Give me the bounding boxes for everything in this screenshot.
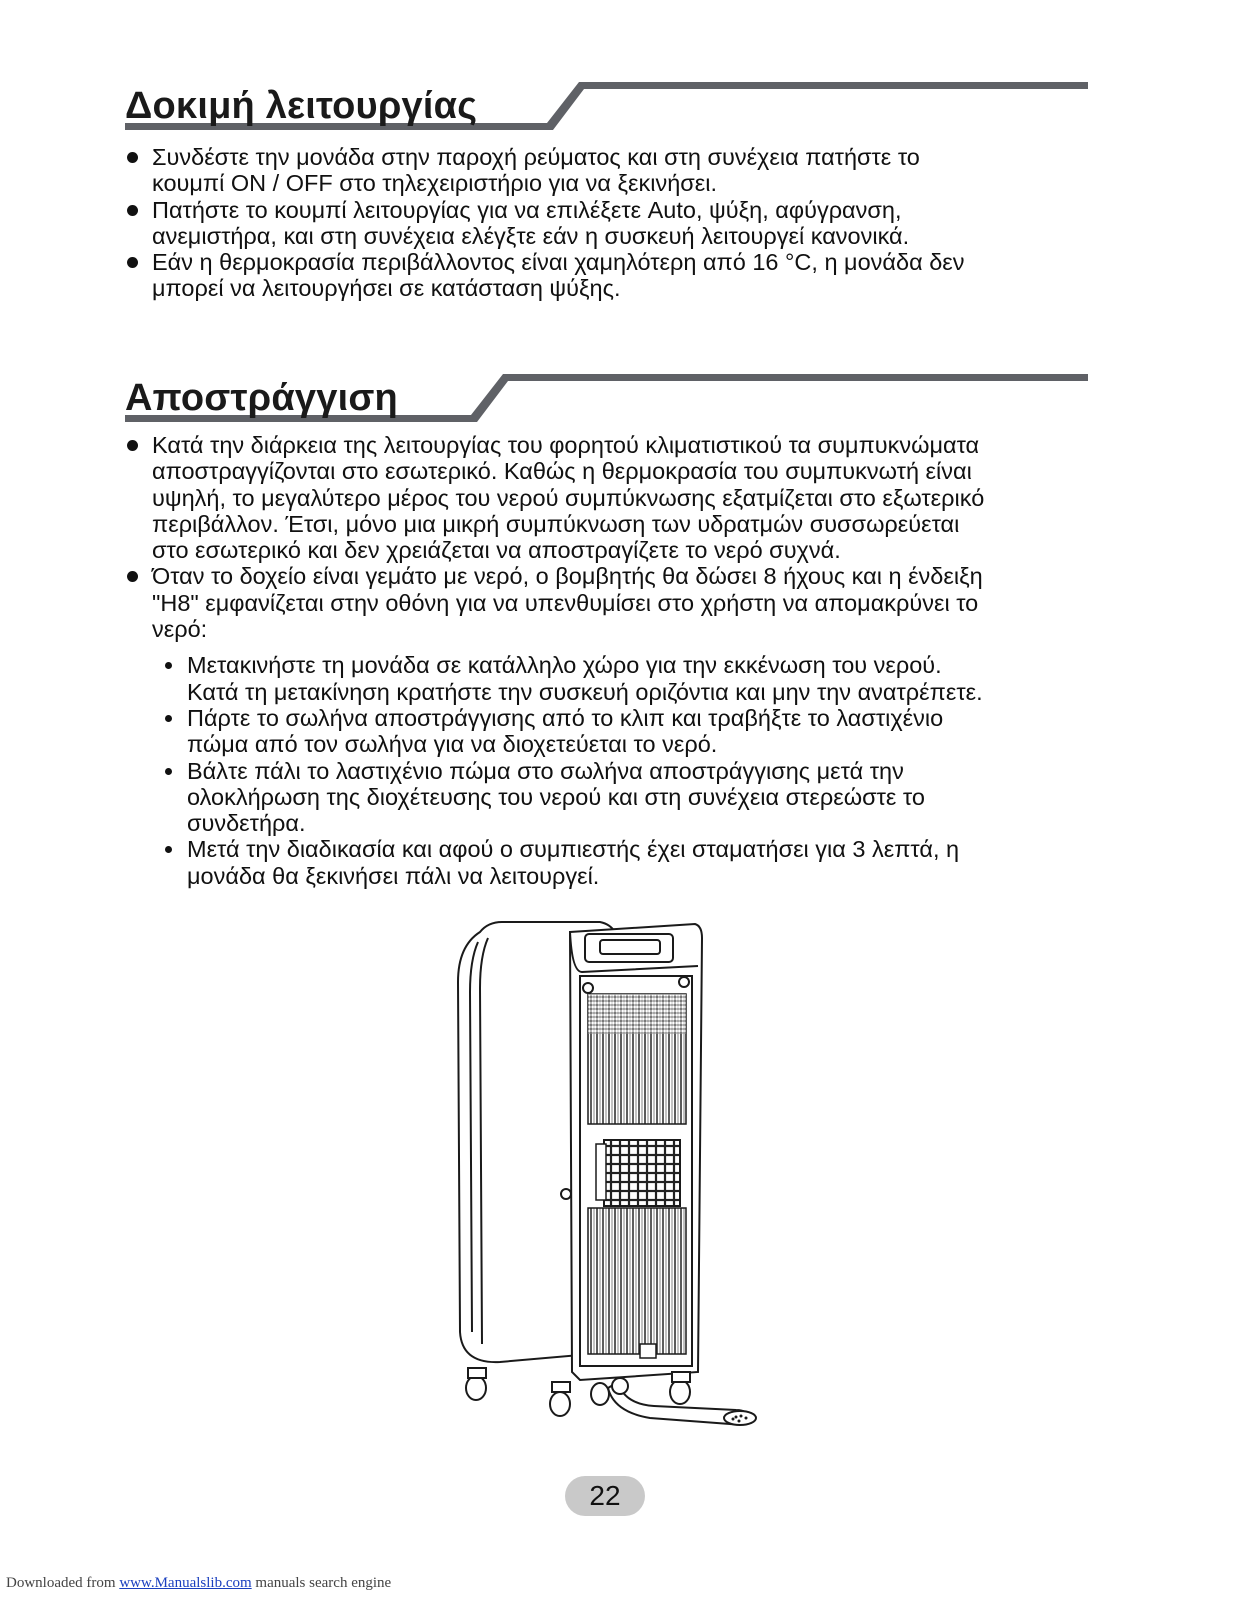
text-line: Πατήστε το κουμπί λειτουργίας για να επιλέξετε Auto, ψύξη, αφύγρανση, bbox=[152, 196, 902, 223]
page-number-badge bbox=[565, 1476, 645, 1516]
text-line: μονάδα θα ξεκινήσει πάλι να λειτουργεί. bbox=[187, 862, 600, 889]
bullet-dot-icon bbox=[127, 571, 138, 582]
text-line: περιβάλλον. Έτσι, μόνο μια μικρή συμπύκνωση των υδρατμών συσσωρεύεται bbox=[152, 510, 960, 537]
text-line: Κατά την διάρκεια της λειτουργίας του φορητού κλιματιστικού τα συμπυκνώματα bbox=[152, 432, 980, 458]
text-line: Βάλτε πάλι το λαστιχένιο πώμα στο σωλήνα αποστράγγισης μετά την bbox=[187, 757, 904, 784]
drainage-steps-list bbox=[125, 652, 1095, 889]
download-footer bbox=[6, 1575, 391, 1592]
sub-bullet-item bbox=[125, 705, 1095, 758]
section-title: Αποστράγγιση bbox=[125, 377, 398, 419]
text-line: στο εσωτερικό και δεν χρειάζεται να αποστραγίζετε το νερό συχνά. bbox=[152, 537, 841, 564]
figure-air-conditioner bbox=[440, 912, 770, 1432]
bullet-dot-icon bbox=[165, 715, 172, 722]
drainage-body bbox=[125, 432, 1095, 889]
text-line: ανεμιστήρα, και στη συνέχεια ελέγξτε εάν η συσκευή λειτουργεί κανονικά. bbox=[152, 222, 910, 249]
bullet-item bbox=[125, 432, 1095, 563]
bullet-dot-icon bbox=[127, 152, 138, 163]
text-line: "H8" εμφανίζεται στην οθόνη για να υπενθυμίσει στο χρήστη να απομακρύνει το bbox=[152, 589, 979, 616]
text-line: ολοκλήρωση της διοχέτευσης του νερού και στη συνέχεια στερεώστε το bbox=[187, 783, 925, 810]
bullet-item bbox=[125, 563, 1095, 642]
page-number: 22 bbox=[589, 1480, 621, 1511]
text-line: Κατά τη μετακίνηση κρατήστε την συσκευή οριζόντια και μην την ανατρέπετε. bbox=[187, 678, 983, 705]
text-line: συνδετήρα. bbox=[187, 810, 306, 837]
bullet-item bbox=[125, 144, 1095, 197]
manualslib-link[interactable]: www.Manualslib.com bbox=[119, 1575, 252, 1591]
text-line: Πάρτε το σωλήνα αποστράγγισης από το κλιπ και τραβήξτε το λαστιχένιο bbox=[187, 704, 944, 731]
sub-bullet-item bbox=[125, 758, 1095, 837]
section-header-operation-test bbox=[125, 82, 1088, 134]
bullet-item bbox=[125, 197, 1095, 250]
text-line: Μετά την διαδικασία και αφού ο συμπιεστής έχει σταματήσει για 3 λεπτά, η bbox=[187, 836, 960, 863]
section-header-drainage bbox=[125, 374, 1088, 426]
text-line: νερό: bbox=[152, 616, 208, 643]
text-line: Συνδέστε την μονάδα στην παροχή ρεύματος και στη συνέχεια πατήστε το bbox=[152, 144, 920, 170]
text-line: κουμπί ON / OFF στο τηλεχειριστήριο για να ξεκινήσει. bbox=[152, 170, 718, 197]
bullet-dot-icon bbox=[127, 257, 138, 268]
text-line: αποστραγγίζονται στο εσωτερικό. Καθώς η θερμοκρασία του συμπυκνωτή είναι bbox=[152, 458, 972, 485]
text-line: μπορεί να λειτουργήσει σε κατάσταση ψύξης. bbox=[152, 275, 621, 302]
text-line: Μετακινήστε τη μονάδα σε κατάλληλο χώρο για την εκκένωση του νερού. bbox=[187, 652, 942, 679]
text-line: υψηλή, το μεγαλύτερο μέρος του νερού συμπύκνωσης εξατμίζεται στο εξωτερικό bbox=[152, 484, 985, 511]
sub-bullet-item bbox=[125, 836, 1095, 889]
bullet-dot-icon bbox=[127, 440, 138, 451]
text-line: Εάν η θερμοκρασία περιβάλλοντος είναι χαμηλότερη από 16 °C, η μονάδα δεν bbox=[152, 249, 965, 276]
portable-air-conditioner-icon bbox=[440, 912, 770, 1432]
footer-suffix: manuals search engine bbox=[251, 1575, 392, 1591]
text-line: Όταν το δοχείο είναι γεμάτο με νερό, ο βομβητής θα δώσει 8 ήχους και η ένδειξη bbox=[152, 563, 983, 590]
bullet-item bbox=[125, 249, 1095, 302]
section-title: Δοκιμή λειτουργίας bbox=[125, 85, 478, 127]
bullet-dot-icon bbox=[165, 662, 172, 669]
sub-bullet-item bbox=[125, 652, 1095, 705]
footer-prefix: Downloaded from bbox=[6, 1575, 120, 1591]
bullet-dot-icon bbox=[165, 846, 172, 853]
operation-test-body bbox=[125, 144, 1095, 302]
bullet-dot-icon bbox=[127, 205, 138, 216]
text-line: πώμα από τον σωλήνα για να διοχετεύεται το νερό. bbox=[187, 731, 718, 758]
bullet-dot-icon bbox=[165, 768, 172, 775]
